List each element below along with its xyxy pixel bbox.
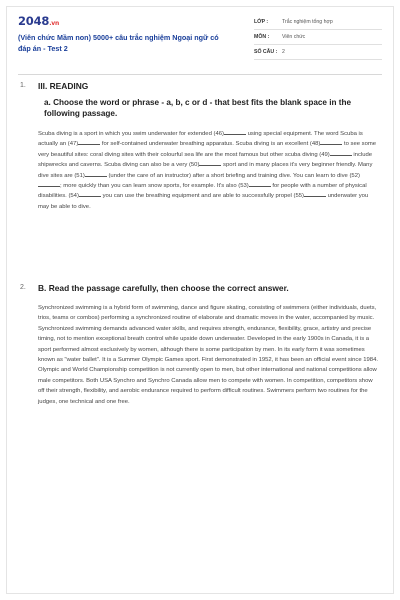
passage-text: (under the care of an instructor) after a short briefing and training dive. You can learn to dive (52)	[106, 172, 360, 179]
meta-key: LỚP :	[254, 19, 269, 26]
passage-text: underwater you may be able to dive.	[38, 193, 369, 210]
passage-text: for self-contained underwater breathing apparatus. Scuba diving is an excellent (48)	[100, 141, 321, 148]
meta-row-question-count	[254, 46, 382, 60]
blank-48[interactable]	[320, 139, 342, 145]
question-section-title: III. READING	[38, 81, 89, 91]
reading-passage: Synchronized swimming is a hybrid form of swimming, dance and figure skating, consisting of swimmers (either individuals, duets, trios, teams or combos) performing a synchronized routine of elaborate and dramatic moves in the water, accompanied by music. Synchronized swimming demands advanced water skills, and requires strength, endurance, flexibility, grace, artistry and precise timing, not to mention exceptional breath control while upside down underwater. Developed in the early 1900s in Canada, it is a sport performed almost exclusively by women, although there is some participation by men. In its early form it was sometimes known as "water ballet". It is a Summer Olympic Games sport. First demonstrated in 1952, it has been an official event since 1984. Olympic and World Championship competition is not currently open to men, but other international and national competitions allow male competitors. Both USA Synchro and Synchro Canada allow men to compete with women. In competition, competitors show off their strength, flexibility, and aerobic endurance required to perform difficult routines. Swimmers perform two routines for the judges, one technical and one free.	[38, 305, 379, 405]
blank-54[interactable]	[79, 191, 101, 197]
question-number: 1.	[20, 82, 26, 89]
blank-50[interactable]	[199, 160, 221, 166]
passage-text: Scuba diving is a sport in which you swim underwater for extended (46)	[38, 131, 224, 137]
blank-51[interactable]	[85, 171, 107, 177]
passage-text: you can use the breathing equipment and are able to successfully propel (55)	[100, 193, 304, 200]
question-section-title: B. Read the passage carefully, then choose the correct answer.	[38, 283, 289, 293]
reading-passage	[38, 129, 378, 212]
blank-46[interactable]	[224, 129, 246, 135]
meta-row-class	[254, 16, 382, 30]
passage-text: using special equipment. The word Scuba is actually an (47)	[38, 131, 363, 148]
passage-text: for people with a number of physical disabilities. (54)	[38, 183, 367, 200]
passage-text: sport and in many places it's very beginner friendly. Many dive sites are (51)	[38, 162, 373, 179]
blank-47[interactable]	[78, 139, 100, 145]
header-divider	[18, 74, 382, 75]
blank-49[interactable]	[330, 150, 352, 156]
document-header	[18, 12, 382, 62]
meta-key: MÔN :	[254, 34, 270, 41]
blank-53[interactable]	[249, 181, 271, 187]
blank-52[interactable]	[38, 181, 60, 187]
passage-text: ; more quickly than you can learn snow sports, for example. It's also (53)	[60, 183, 249, 190]
passage-text: to see some very beautiful sites: coral diving sites with their colourful sea life are the most famous but other scuba diving (49)	[38, 141, 377, 158]
logo-suffix: .vn	[49, 20, 60, 27]
question-number: 2.	[20, 284, 26, 291]
question-instruction: a. Choose the word or phrase - a, b, c or d - that best fits the blank space in the following passage.	[44, 98, 352, 118]
meta-value: 2	[282, 49, 285, 56]
meta-value: Viên chức	[282, 34, 306, 41]
logo-text: 2048	[18, 14, 50, 28]
document-title: (Viên chức Mầm non) 5000+ câu trắc nghiệm Ngoại ngữ có đáp án - Test 2	[18, 33, 219, 53]
page-frame	[6, 6, 394, 594]
blank-55[interactable]	[304, 191, 326, 197]
passage-text: include shipwrecks and caverns. Scuba diving can also be a very (50)	[38, 151, 373, 169]
meta-key: SỐ CÂU :	[254, 49, 278, 56]
site-logo[interactable]	[18, 14, 59, 28]
meta-row-subject	[254, 31, 382, 45]
document-meta	[254, 16, 382, 61]
meta-value: Trắc nghiệm tổng hợp	[282, 19, 333, 26]
